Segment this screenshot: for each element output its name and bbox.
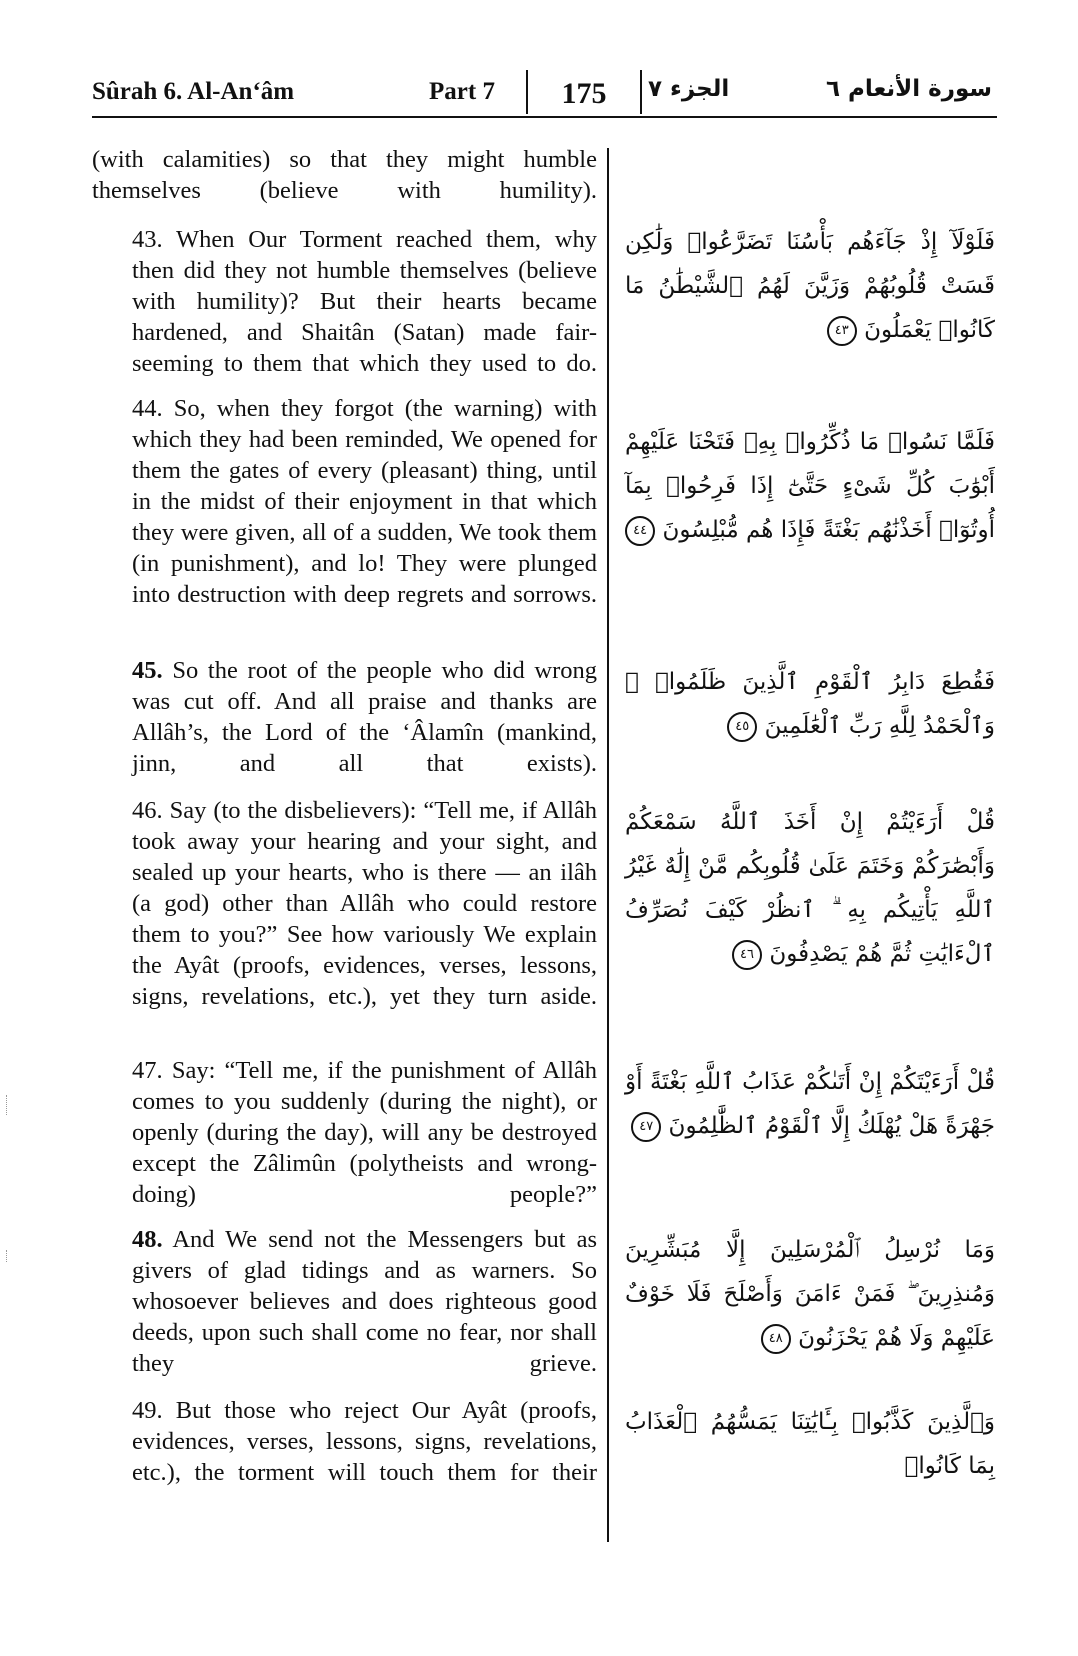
verse-number: 46. <box>132 797 163 824</box>
ayah-end-icon: ٤٣ <box>827 316 857 346</box>
verse-text: (with calamities) so that they might humble themselves (believe with humility). <box>92 146 597 204</box>
arabic-text: وَمَا نُرْسِلُ ٱلْمُرْسَلِينَ إِلَّا مُبَشِّرِينَ وَمُنذِرِينَ ۖ فَمَنْ ءَامَنَ وَأَصْلَحَ فَلَا خَوْفٌ عَلَيْهِمْ وَلَا هُمْ يَحْزَنُونَ <box>625 1237 995 1351</box>
page-header <box>92 70 992 120</box>
arabic-text: قُلْ أَرَءَيْتُمْ إِنْ أَخَذَ ٱللَّهُ سَمْعَكُمْ وَأَبْصَٰرَكُمْ وَخَتَمَ عَلَىٰ قُلُوبِكُم مَّنْ إِلَٰهٌ غَيْرُ ٱللَّهِ يَأْتِيكُم بِهِ ۗ ٱنظُرْ كَيْفَ نُصَرِّفُ ٱلْءَايَٰتِ ثُمَّ هُمْ يَصْدِفُونَ <box>625 809 995 967</box>
arabic-text: فَقُطِعَ دَابِرُ ٱلْقَوْمِ ٱلَّذِينَ ظَلَمُوا۟ ۚ وَٱلْحَمْدُ لِلَّهِ رَبِّ ٱلْعَٰلَمِينَ <box>625 669 995 739</box>
surah-title-english: Sûrah 6. Al-An‘âm <box>92 78 295 105</box>
ayah-end-icon: ٤٧ <box>631 1112 661 1142</box>
verse-43-arabic <box>625 220 995 352</box>
page-number: 175 <box>561 77 607 110</box>
arabic-text: فَلَمَّا نَسُوا۟ مَا ذُكِّرُوا۟ بِهِۦ فَتَحْنَا عَلَيْهِمْ أَبْوَٰبَ كُلِّ شَىْءٍ حَتَّىٰٓ إِذَا فَرِحُوا۟ بِمَآ أُوتُوٓا۟ أَخَذْنَٰهُم بَغْتَةً فَإِذَا هُم مُّبْلِسُونَ <box>625 429 995 543</box>
verse-number: 45. <box>132 657 163 684</box>
verse-47-english <box>92 1055 597 1210</box>
verse-number: 43. <box>132 226 163 253</box>
verse-number: 47. <box>132 1057 163 1084</box>
verse-43-english <box>92 224 597 379</box>
arabic-text: فَلَوْلَآ إِذْ جَآءَهُم بَأْسُنَا تَضَرَّعُوا۟ وَلَٰكِن قَسَتْ قُلُوبُهُمْ وَزَيَّنَ لَهُمُ ٱلشَّيْطَٰنُ مَا كَانُوا۟ يَعْمَلُونَ <box>625 229 995 343</box>
verse-48-english <box>92 1224 597 1379</box>
verse-text: And We send not the Messengers but as givers of glad tidings and as warners. So whosoever believes and does righteous good deeds, upon such shall come no fear, nor shall they grieve. <box>132 1226 597 1377</box>
verse-45-arabic <box>625 660 995 748</box>
verse-44-arabic <box>625 420 995 552</box>
juz-label-arabic: الجزء ٧ <box>648 76 730 102</box>
scan-mark <box>6 1095 9 1115</box>
surah-title-arabic: سورة الأنعام ٦ <box>825 76 992 102</box>
verse-46-english <box>92 795 597 1012</box>
verse-text: Say: “Tell me, if the punishment of Allâh comes to you suddenly (during the night), or openly (during the day), will any be destroyed except the Zâlimûn (polytheists and wrong-doing) people?” <box>132 1057 598 1208</box>
verse-number: 44. <box>132 395 163 422</box>
ayah-end-icon: ٤٨ <box>761 1324 791 1354</box>
page-number-box <box>526 70 642 114</box>
verse-44-english <box>92 393 597 610</box>
verse-number: 48. <box>132 1226 163 1253</box>
verse-49-arabic <box>625 1400 995 1488</box>
verse-text: When Our Torment reached them, why then did they not humble themselves (believe with humility)? But their hearts became hardened, and Shaitân (Satan) made fair-seeming to them that which they used to do. <box>132 226 598 377</box>
arabic-text: وَٱلَّذِينَ كَذَّبُوا۟ بِـَٔايَٰتِنَا يَمَسُّهُمُ ٱلْعَذَابُ بِمَا كَانُوا۟ <box>625 1409 995 1479</box>
verse-text: So, when they forgot (the warning) with which they had been reminded, We opened for them the gates of every (pleasant) thing, until in the midst of their enjoyment in that which they were given, all of a sudden, We took them (in punishment), and lo! They were plunged into destruction with deep regrets and sorrows. <box>132 395 597 608</box>
verse-text: Say (to the disbelievers): “Tell me, if Allâh took away your hearing and your sight, and sealed up your hearts, who is there — an ilâh (a god) other than Allâh who could restore them to you?” See how variously We explain the Ayât (proofs, evidences, verses, lessons, signs, revelations, etc.), yet they turn aside. <box>132 797 598 1010</box>
verse-46-arabic <box>625 800 995 976</box>
scan-mark <box>6 1250 9 1262</box>
part-label: Part 7 <box>429 78 495 105</box>
verse-48-arabic <box>625 1228 995 1360</box>
verse-47-arabic <box>625 1060 995 1148</box>
header-rule <box>92 116 997 118</box>
column-divider <box>607 148 609 1542</box>
verse-42-continuation <box>92 144 597 206</box>
ayah-end-icon: ٤٦ <box>732 940 762 970</box>
ayah-end-icon: ٤٤ <box>625 516 655 546</box>
verse-text: But those who reject Our Ayât (proofs, evidences, verses, lessons, signs, revelations, etc.), the torment will touch them for their <box>132 1397 597 1486</box>
verse-49-english <box>92 1395 597 1488</box>
verse-45-english <box>92 655 597 779</box>
arabic-text: قُلْ أَرَءَيْتَكُمْ إِنْ أَتَىٰكُمْ عَذَابُ ٱللَّهِ بَغْتَةً أَوْ جَهْرَةً هَلْ يُهْلَكُ إِلَّا ٱلْقَوْمُ ٱلظَّٰلِمُونَ <box>625 1069 995 1139</box>
verse-number: 49. <box>132 1397 163 1424</box>
verse-text: So the root of the people who did wrong was cut off. And all praise and thanks are Allâh’s, the Lord of the ‘Âlamîn (mankind, jinn, and all that exists). <box>132 657 598 777</box>
ayah-end-icon: ٤٥ <box>727 712 757 742</box>
